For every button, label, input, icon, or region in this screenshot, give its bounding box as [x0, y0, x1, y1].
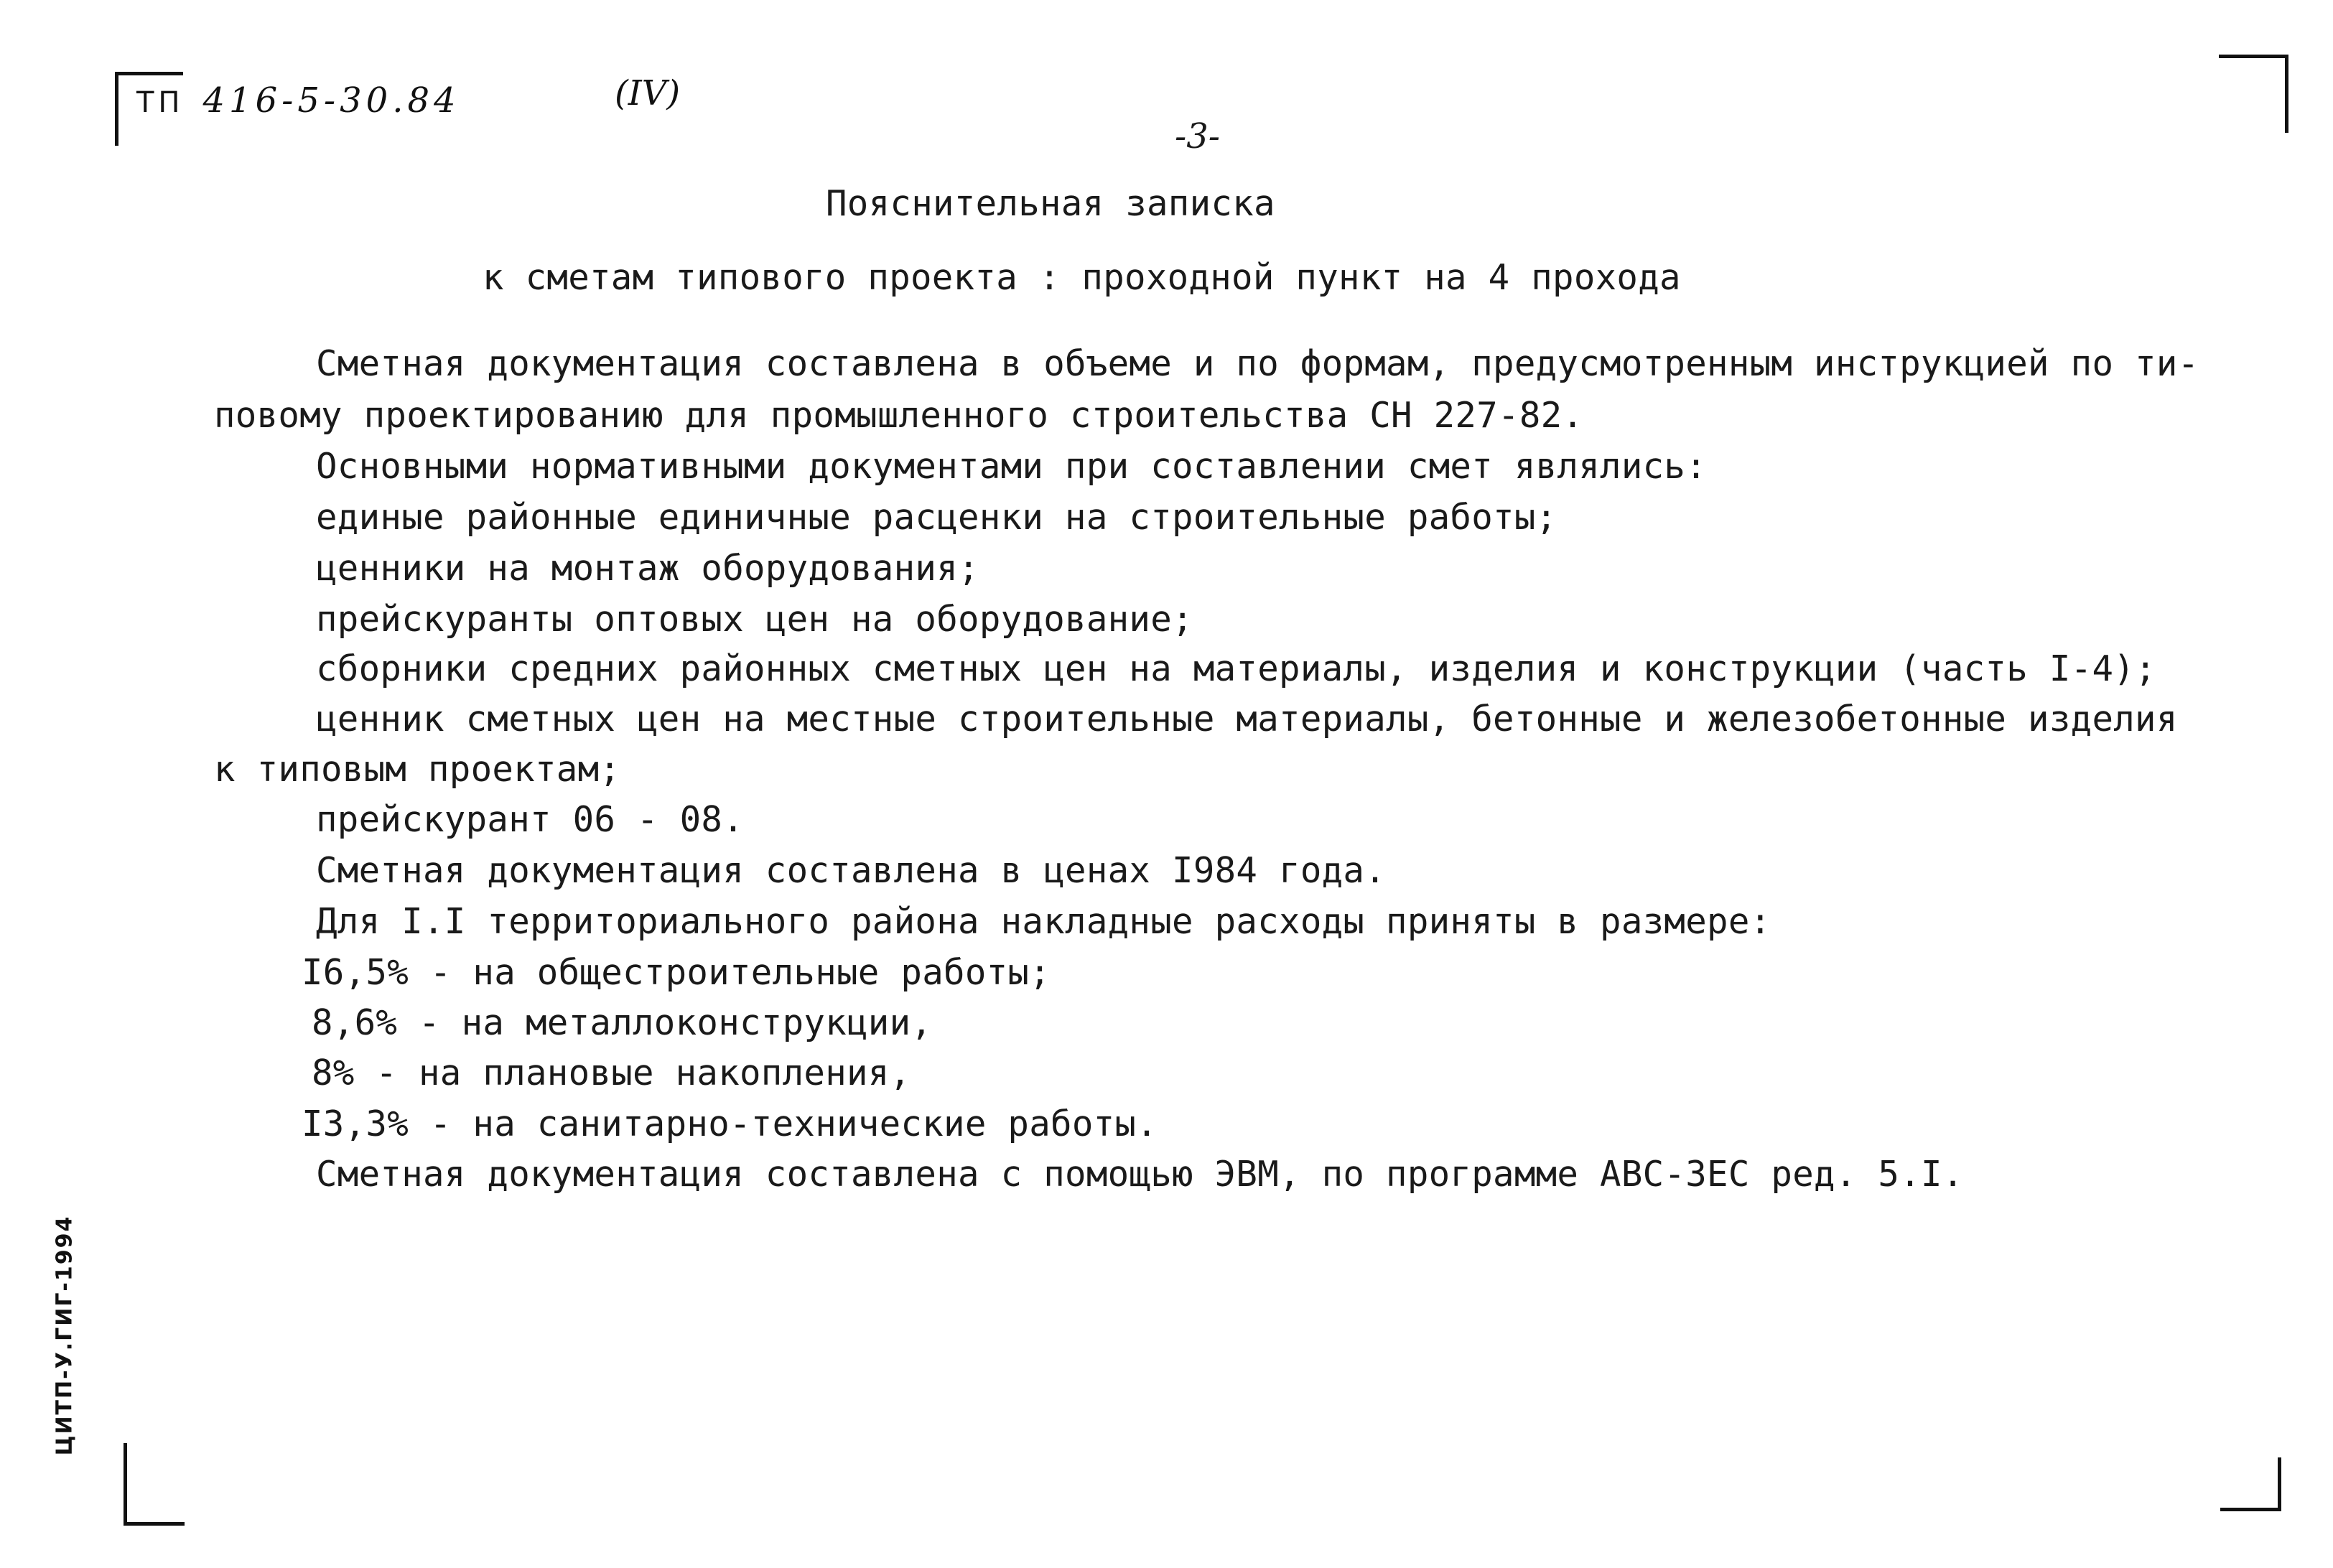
document-code [136, 80, 460, 121]
body-line: ценники на монтаж оборудования; [316, 548, 979, 589]
body-line: Сметная документация составлена в ценах I984 года. [316, 850, 1387, 891]
body-line: Сметная документация составлена с помощью ЭВМ, по программе АВС-3ЕС ред. 5.I. [316, 1154, 1964, 1195]
side-stamp-text: ЦИТП-У.ГИГ-1994 [52, 1215, 78, 1456]
body-line: сборники средних районных сметных цен на материалы, изделия и конструкции (часть I-4); [316, 648, 2156, 689]
page-subtitle: к сметам типового проекта : проходной пункт на 4 прохода [483, 257, 1681, 298]
body-line: Сметная документация составлена в объеме и по формам, предусмотренным инструкцией по ти- [316, 343, 2199, 384]
page-title: Пояснительная записка [826, 183, 1275, 224]
body-line: Для I.I территориального района накладные расходы приняты в размере: [316, 901, 1771, 942]
body-line: 8% - на плановые накопления, [312, 1053, 911, 1093]
body-line: повому проектированию для промышленного строительства СН 227-82. [214, 395, 1584, 436]
body-line: единые районные единичные расценки на строительные работы; [316, 497, 1557, 538]
document-code-number: 416-5-30.84 [202, 80, 460, 121]
body-line: прейскуранты оптовых цен на оборудование; [316, 599, 1193, 640]
page-number: -3- [1175, 116, 1220, 157]
body-line: I6,5% - на общестроительные работы; [302, 952, 1051, 993]
body-line: прейскурант 06 - 08. [316, 799, 745, 840]
body-line: к типовым проектам; [214, 749, 621, 790]
roman-note: (IV) [615, 73, 681, 113]
corner-mark-bottom-left [124, 1443, 185, 1526]
document-code-prefix: ТП [136, 86, 185, 119]
corner-mark-top-right [2219, 55, 2288, 133]
body-line: Основными нормативными документами при составлении смет являлись: [316, 446, 1708, 487]
corner-mark-bottom-right [2220, 1457, 2281, 1511]
body-line: ценник сметных цен на местные строительные материалы, бетонные и железобетонные изделия [316, 699, 2178, 739]
side-stamp [43, 1206, 86, 1465]
body-line: 8,6% - на металлоконструкции, [312, 1002, 933, 1043]
body-line: I3,3% - на санитарно-технические работы. [302, 1103, 1158, 1144]
